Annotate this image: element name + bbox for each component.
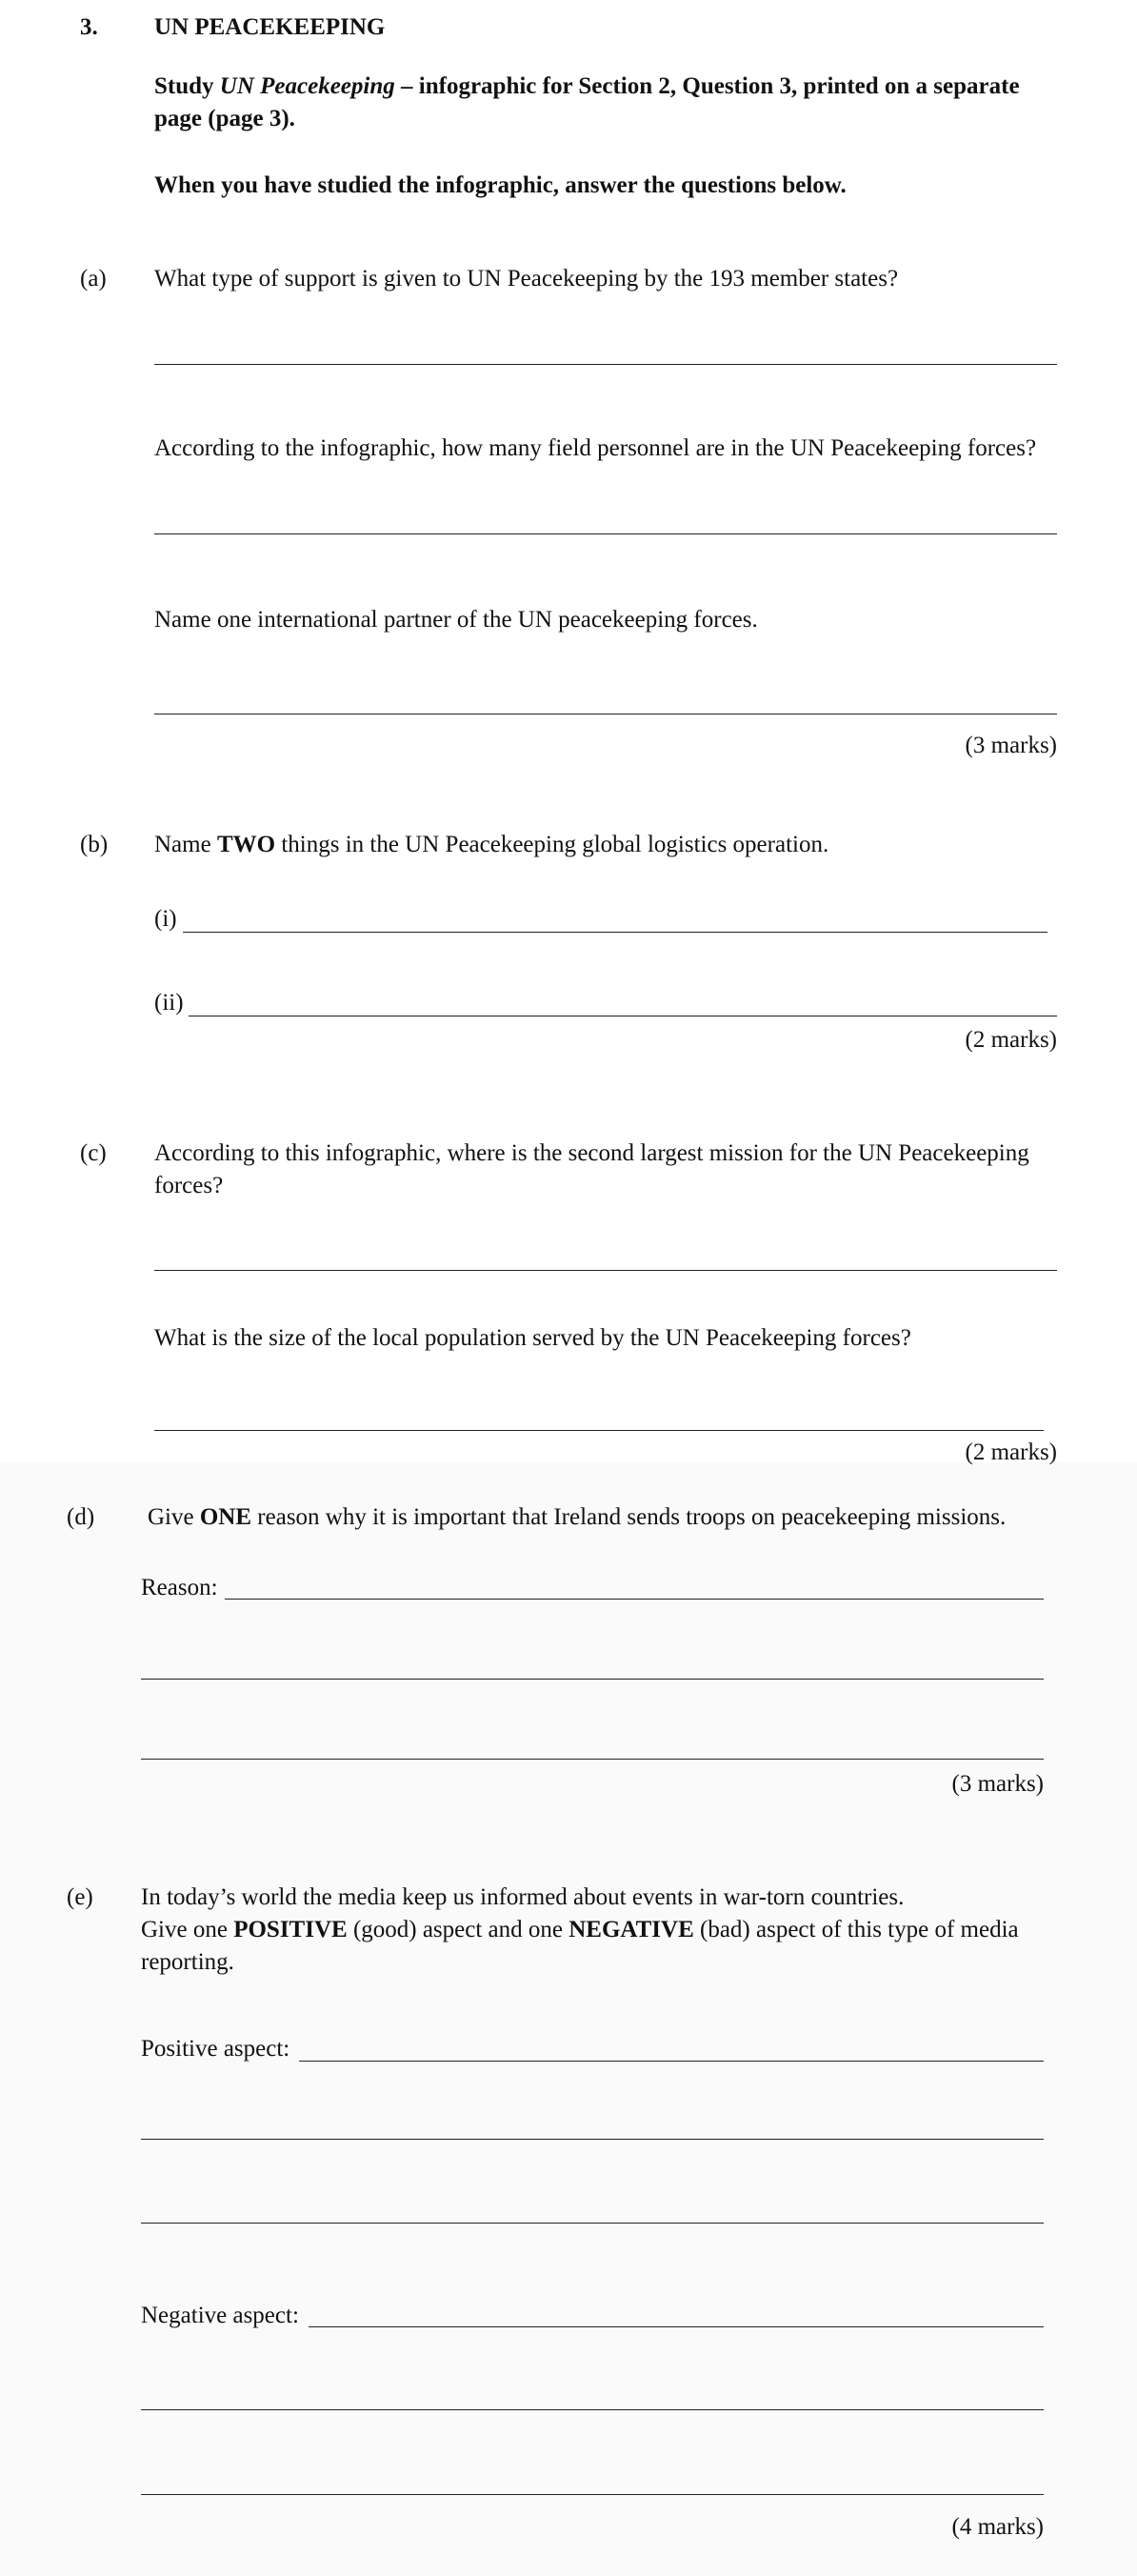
part-b-question <box>154 829 828 861</box>
part-e-positive-label: Positive aspect: <box>141 2036 290 2062</box>
part-e-positive-bold: POSITIVE <box>233 1917 348 1942</box>
part-a-question-3: Name one international partner of the UN peacekeeping forces. <box>154 607 758 633</box>
part-d-answer-line-2[interactable] <box>141 1679 1044 1680</box>
part-d-reason-label: Reason: <box>141 1575 218 1600</box>
part-c-marks: (2 marks) <box>965 1439 1057 1465</box>
part-d-label: (d) <box>67 1504 95 1530</box>
part-c-answer-line-2[interactable] <box>154 1430 1044 1431</box>
part-a-question-1: What type of support is given to UN Peacekeeping by the 193 member states? <box>154 266 899 292</box>
part-d-question <box>148 1501 1006 1534</box>
part-b-question-bold: TWO <box>216 832 276 857</box>
part-c-label: (c) <box>80 1140 107 1166</box>
part-e-negative-line-3[interactable] <box>141 2494 1044 2495</box>
part-c-question-2: What is the size of the local population served by the UN Peacekeeping forces? <box>154 1325 911 1351</box>
part-e-label: (e) <box>67 1884 93 1910</box>
part-a-answer-line-2[interactable] <box>154 533 1057 534</box>
part-d-question-prefix: Give <box>148 1504 200 1530</box>
question-number: 3. <box>80 14 98 40</box>
part-e-line-2-prefix: Give one <box>141 1917 234 1942</box>
part-a-marks: (3 marks) <box>965 733 1057 758</box>
intro-study-suffix: – infographic for Section 2, Question 3, printed on a separate page (page 3). <box>154 73 1020 131</box>
part-e-negative-label: Negative aspect: <box>141 2303 299 2328</box>
part-b-question-prefix: Name <box>154 832 217 857</box>
part-d-question-suffix: reason why it is important that Ireland sends troops on peacekeeping missions. <box>251 1504 1007 1530</box>
part-a-question-2: According to the infographic, how many field personnel are in the UN Peacekeeping forces? <box>154 435 1037 461</box>
part-e-negative-line-1[interactable] <box>309 2326 1044 2327</box>
part-b-question-suffix: things in the UN Peacekeeping global logistics operation. <box>275 832 829 857</box>
part-e-line-2 <box>141 1914 1046 1979</box>
part-a-answer-line-1[interactable] <box>154 364 1057 365</box>
part-c-answer-line-1[interactable] <box>154 1270 1057 1271</box>
part-e-positive-line-1[interactable] <box>299 2061 1044 2062</box>
part-e-negative-line-2[interactable] <box>141 2409 1044 2410</box>
part-d-question-bold: ONE <box>199 1504 252 1530</box>
part-e-negative-bold: NEGATIVE <box>568 1917 694 1942</box>
intro-instruction: When you have studied the infographic, answer the questions below. <box>154 172 847 198</box>
part-d-answer-line-3[interactable] <box>141 1759 1044 1760</box>
part-e-line-2-mid: (good) aspect and one <box>347 1917 569 1942</box>
part-c-question-1: According to this infographic, where is the second largest mission for the UN Peacekeeping forces? <box>154 1140 1029 1198</box>
intro-study-title: UN Peacekeeping <box>219 73 395 99</box>
intro-study <box>154 70 1059 135</box>
part-b-item-1-label: (i) <box>154 906 177 932</box>
part-b-marks: (2 marks) <box>965 1027 1057 1053</box>
part-b-label: (b) <box>80 832 109 857</box>
question-title: UN PEACEKEEPING <box>154 14 386 40</box>
part-b-item-2-label: (ii) <box>154 990 184 1016</box>
part-a-label: (a) <box>80 266 107 292</box>
part-e-marks: (4 marks) <box>951 2514 1044 2540</box>
part-e-positive-line-3[interactable] <box>141 2223 1044 2224</box>
part-e-line-1: In today’s world the media keep us informed about events in war-torn countries. <box>141 1884 905 1910</box>
part-e-positive-line-2[interactable] <box>141 2139 1044 2140</box>
part-d-marks: (3 marks) <box>951 1771 1044 1797</box>
part-e-line-2-suffix: (bad) aspect of this type of media reporting. <box>141 1917 1019 1975</box>
part-b-answer-line-1[interactable] <box>183 932 1047 933</box>
part-d-answer-line-1[interactable] <box>225 1599 1044 1600</box>
intro-study-prefix: Study <box>154 73 220 99</box>
